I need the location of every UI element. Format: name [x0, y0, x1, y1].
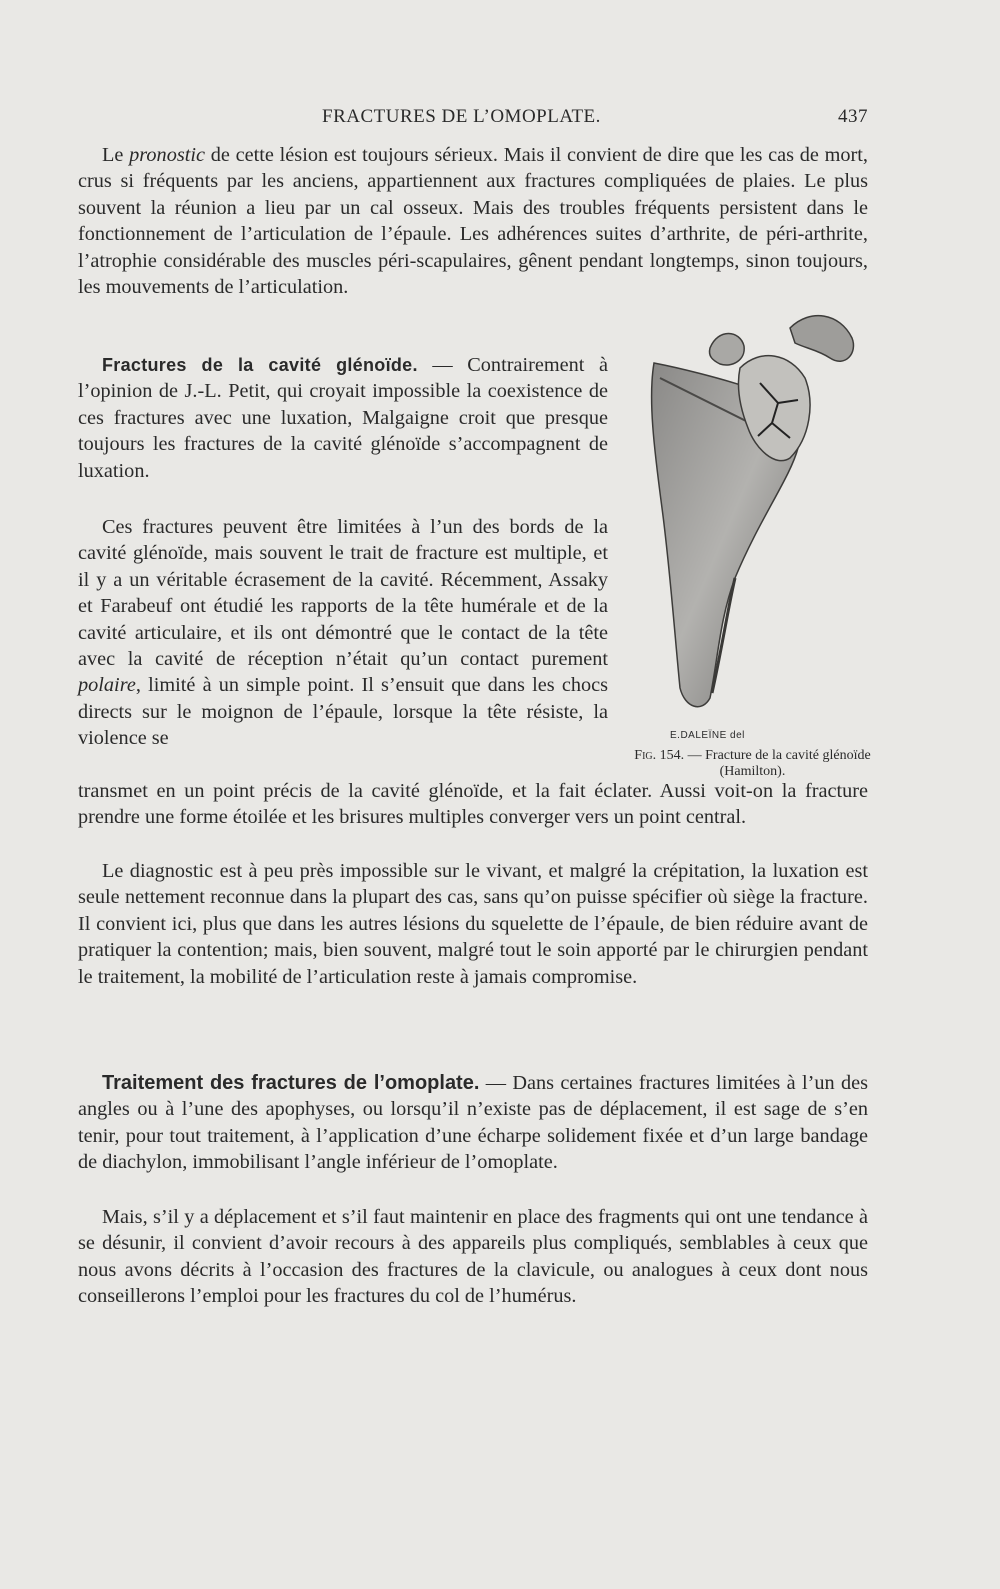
paragraph-appliances: Mais, s’il y a déplacement et s’il faut maintenir en place des fragments qui ont une tendance à se désunir, il convient d’avoir recours à des appareils plus compliqués, semblables à ceux que nous avons décrits à l’occasion des fractures de la clavicule, ou analogues à ceux dont nous conseillerons l’emploi pour les fractures du col de l’humérus. — [78, 1206, 868, 1308]
page-number: 437 — [838, 106, 868, 127]
paragraph-diagnostic: Le diagnostic est à peu près impossible sur le vivant, et malgré la crépitation, la luxation est seule nettement reconnue dans la plupart des cas, sans qu’on puisse spécifier où siège la fracture. Il convient ici, plus que dans les autres lésions du squelette de l’épaule, de bien réduire avant de pratiquer la contention; mais, bien souvent, malgré tout le soin apporté par le chirurgien pendant le traitement, la mobilité de l’articulation reste à jamais compromise. — [78, 860, 868, 988]
paragraph-fracture-lines: Ces fractures peuvent être limitées à l’un des bords de la cavité glénoïde, mais souvent le trait de fracture est multiple, et il y a un véritable écrasement de la cavité. Récemment, Assaky et Farabeuf ont étudié les rapports de la tête humérale et de la cavité articulaire, et ils ont démontré que le contact de la tête avec la cavité de réception n’était qu’un contact purement polaire, limité à un simple point. Il s’ensuit que dans les chocs directs sur le moignon de l’épaule, lorsque la tête résiste, la violence se — [78, 516, 608, 750]
section-heading-treatment: Traitement des fractures de l’omoplate. — [102, 1072, 480, 1094]
term-polaire: polaire — [78, 674, 136, 697]
figure-154 — [630, 308, 875, 778]
paragraph-glenoid-fractures: Fractures de la cavité glénoïde. — Contrairement à l’opinion de J.-L. Petit, qui croyait impossible la coexistence de ces fractures avec une luxation, Malgaigne croit que presque toujours les fractures de la cavité glénoïde s’accompagnent de luxation. — [78, 354, 608, 482]
running-title: FRACTURES DE L’OMOPLATE. — [322, 106, 601, 127]
figure-caption: Fig. 154. — Fracture de la cavité glénoïde (Hamilton). — [634, 748, 871, 779]
term-pronostic: pronostic — [129, 144, 206, 166]
running-header — [78, 106, 868, 134]
paragraph-pronostic: Le pronostic de cette lésion est toujours sérieux. Mais il convient de dire que les cas de mort, crus si fréquents par les anciens, appartiennent aux fractures compliquées de plaies. Le plus souvent la réunion a lieu par un cal osseux. Mais des troubles fréquents persistent dans le fonctionnement de l’articulation de l’épaule. Les adhérences suites d’arthrite, de péri-arthrite, l’atrophie considérable des muscles péri-scapulaires, gênent pendant longtemps, sinon toujours, les mouvements de l’articulation. — [78, 144, 868, 299]
scapula-illustration — [640, 308, 860, 728]
paragraph-fracture-lines-continued: transmet en un point précis de la cavité glénoïde, et la fait éclater. Aussi voit-on la fracture prendre une forme étoilée et les brisures multiples converger vers un point central. — [78, 780, 868, 829]
section-heading-glenoid: Fractures de la cavité glénoïde. — [102, 355, 418, 375]
paragraph-treatment: Traitement des fractures de l’omoplate. — Dans certaines fractures limitées à l’un des angles ou à l’une des apophyses, ou lorsqu’il n’existe pas de déplacement, il est sage de s’en tenir, pour tout traitement, à l’application d’une écharpe solidement fixée et d’un large bandage de diachylon, immobilisant l’angle inférieur de l’omoplate. — [78, 1072, 868, 1174]
engraver-signature: E.DALEÏNE del — [670, 730, 745, 741]
